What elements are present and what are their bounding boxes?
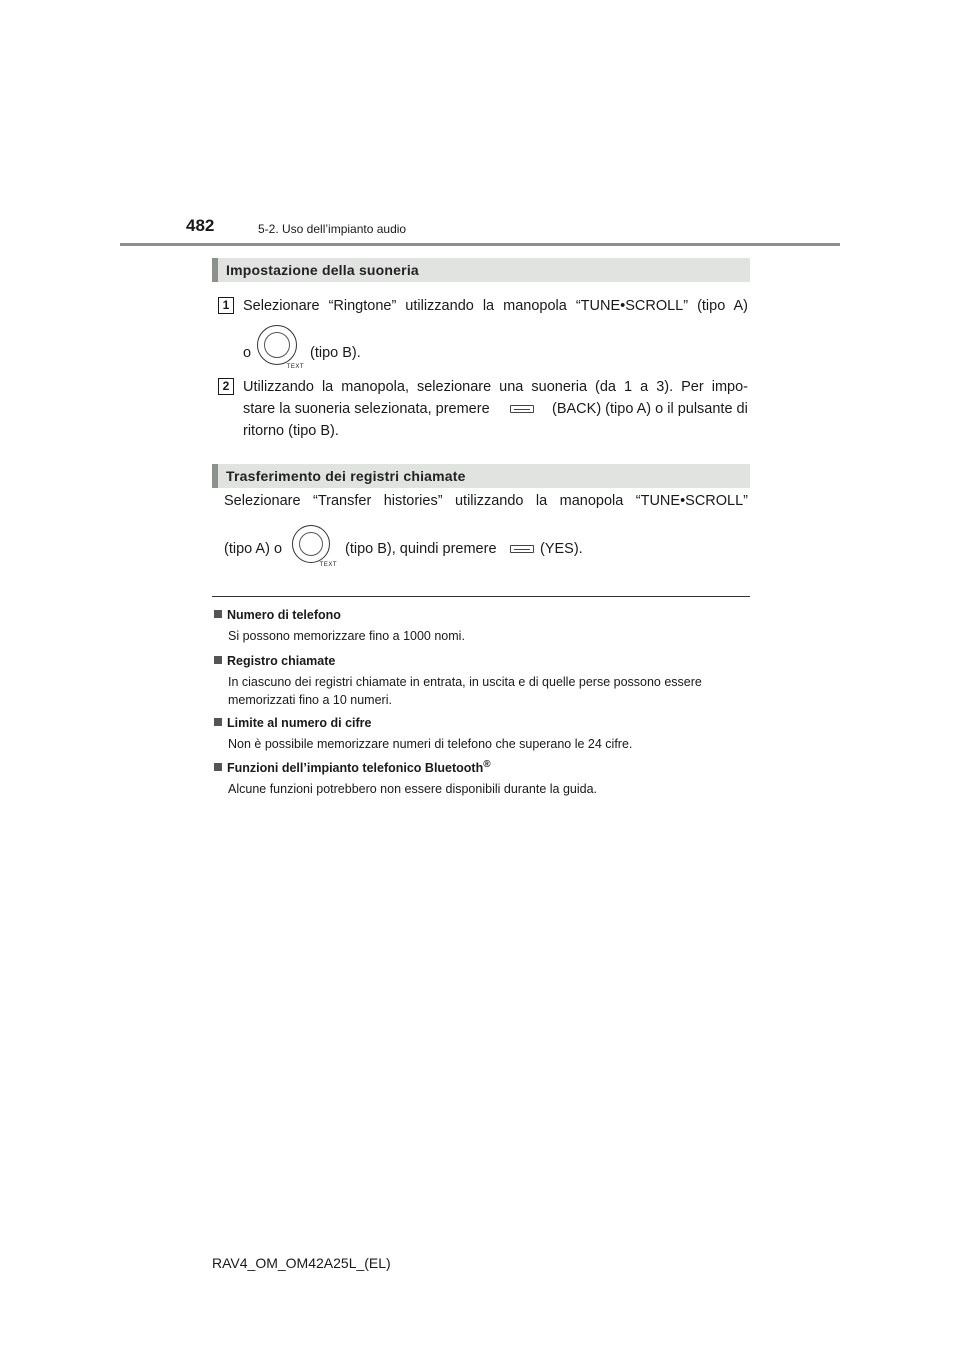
step1-prefix: o [243,345,252,361]
tune-knob-icon-2 [292,525,337,568]
step2-text-line2b: (BACK) (tipo A) o il pulsante di [552,401,748,417]
note-text: Si possono memorizzare fino a 1000 nomi. [228,629,465,643]
transfer-text-line2a: (tipo A) o [224,541,283,557]
heading-transfer-histories-label: Trasferimento dei registri chiamate [226,468,466,484]
step-number-2: 2 [218,378,234,395]
step2-text-line1: Utilizzando la manopola, selezionare una suoneria (da 1 a 3). Per impo- [243,379,748,395]
note-title-text: Registro chiamate [227,654,336,668]
transfer-text-line1: Selezionare “Transfer histories” utilizzando la manopola “TUNE•SCROLL” [224,493,748,509]
note-title-text: Funzioni dell’impianto telefonico Bluetooth [227,761,484,776]
note-title [214,608,341,622]
note-title-text: Limite al numero di cifre [227,716,372,730]
note-text: Non è possibile memorizzare numeri di telefono che superano le 24 cifre. [228,737,633,751]
yes-button-icon [510,545,534,553]
step2-text-line2a: stare la suoneria selezionata, premere [243,401,490,417]
note-text: In ciascuno dei registri chiamate in entrata, in uscita e di quelle perse possono essere memorizzati fino a 10 numeri. [228,675,702,707]
heading-transfer-histories [212,464,750,488]
notes-divider [212,596,750,597]
bullet-square-icon [214,763,222,771]
step-number-1: 1 [218,297,234,314]
transfer-text-line2b: (tipo B), quindi premere [345,541,497,557]
heading-ringtone-setting-label: Impostazione della suoneria [226,262,419,278]
knob-text-label: TEXT [286,364,304,370]
transfer-text-line2c: (YES). [540,541,583,557]
note-text: Alcune funzioni potrebbero non essere disponibili durante la guida. [228,782,598,796]
section-title: 5-2. Uso dell’impianto audio [258,222,407,236]
step1-suffix: (tipo B). [310,345,361,361]
heading-ringtone-setting [212,258,750,282]
registered-mark: ® [483,759,491,770]
bullet-square-icon [214,610,222,618]
back-button-icon [510,405,534,413]
bullet-square-icon [214,718,222,726]
knob-text-label-2: TEXT [319,562,337,568]
header-rule [120,243,840,246]
note-title [214,716,371,730]
page-number: 482 [186,216,215,235]
step1-text-line1: Selezionare “Ringtone” utilizzando la manopola “TUNE•SCROLL” (tipo A) [243,298,748,314]
note-title-text: Numero di telefono [227,608,341,622]
note-title [214,759,491,775]
bullet-square-icon [214,656,222,664]
step2-text-line3: ritorno (tipo B). [243,423,339,439]
note-title [214,654,335,668]
tune-knob-icon [257,325,304,370]
document-code: RAV4_OM_OM42A25L_(EL) [212,1255,391,1271]
